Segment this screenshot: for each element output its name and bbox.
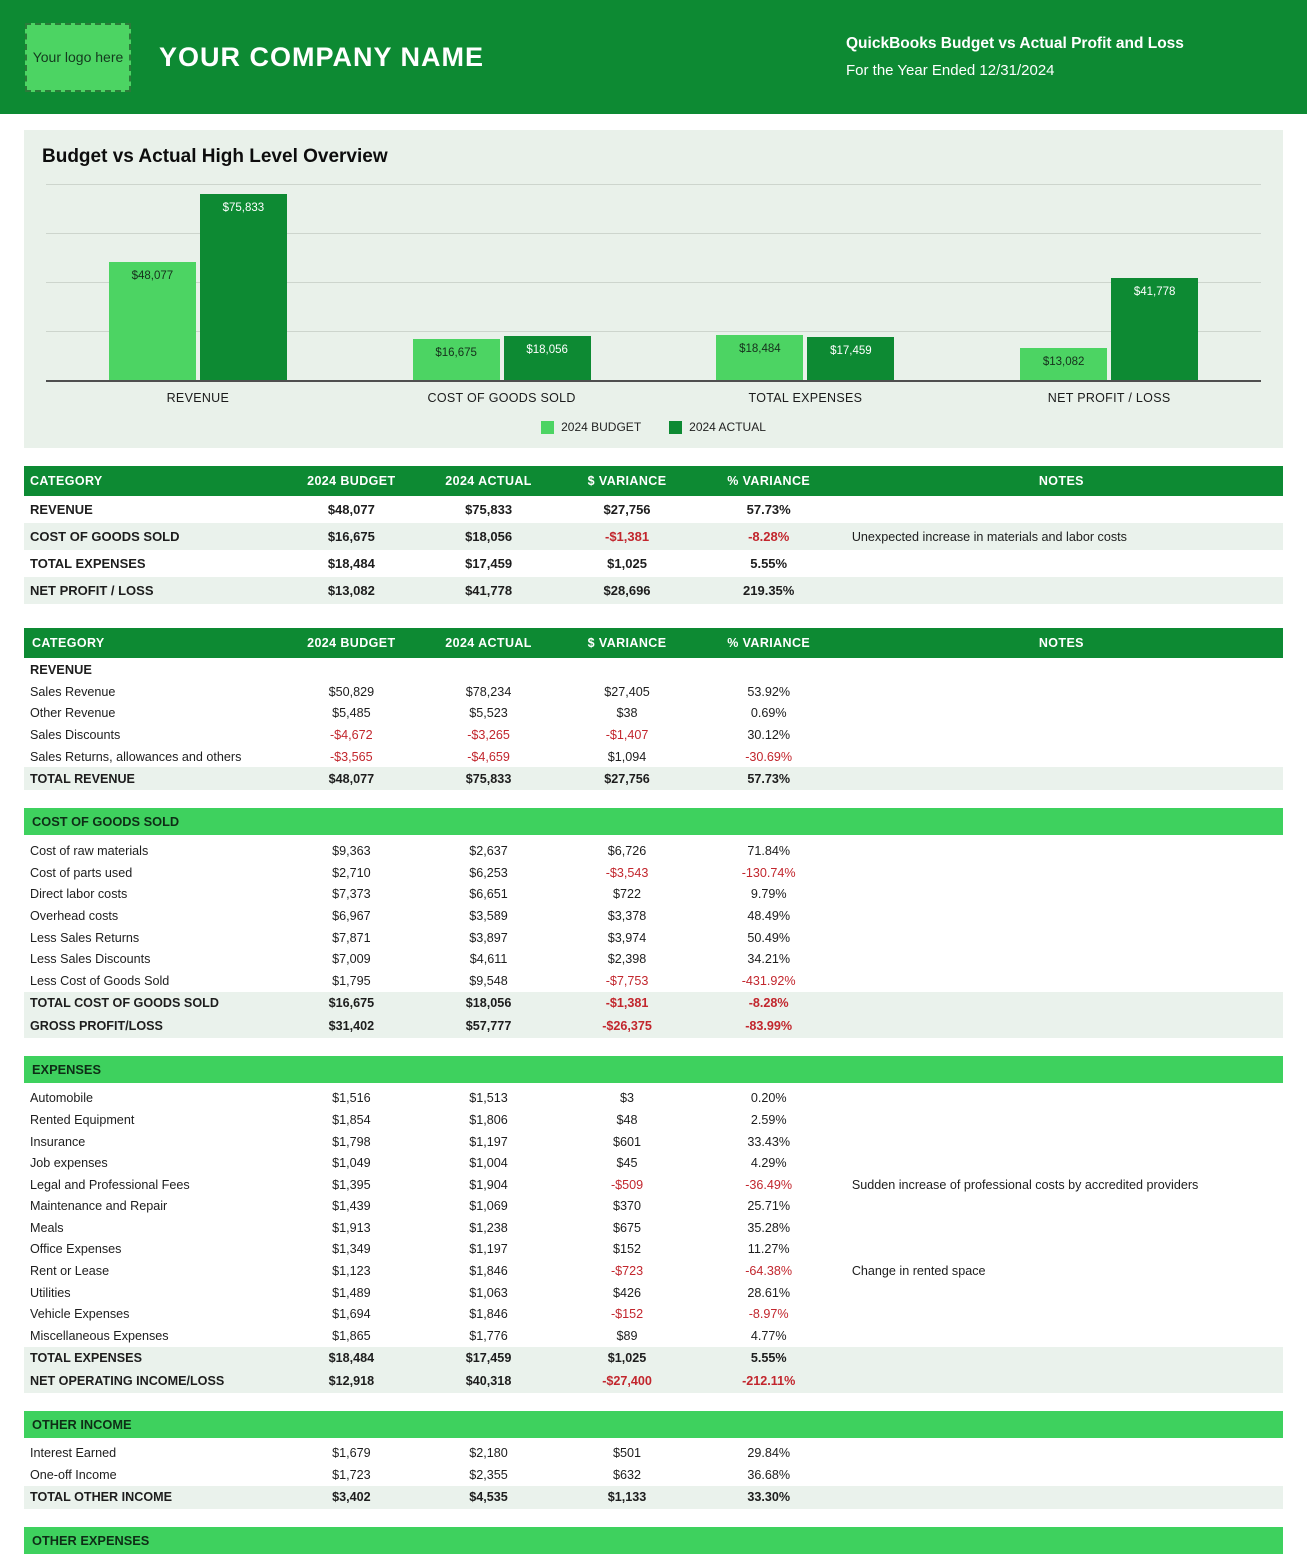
bar-budget-total-expenses [716, 335, 803, 380]
table-row [24, 970, 1283, 992]
cell-budget: $16,675 [328, 996, 375, 1011]
cell-variance: $1,025 [607, 1351, 647, 1366]
cell-budget: $1,723 [332, 1468, 371, 1483]
cell-variance-pct: 57.73% [747, 771, 791, 786]
x-axis-label: COST OF GOODS SOLD [427, 391, 576, 405]
cell-actual: $1,846 [469, 1264, 508, 1279]
chart-panel [24, 130, 1283, 448]
table-row [24, 1152, 1283, 1174]
table-row [24, 496, 1283, 523]
cell-notes: Unexpected increase in materials and labor costs [851, 529, 1127, 544]
cell-variance-pct: -212.11% [742, 1374, 796, 1389]
cell-variance-pct: 71.84% [747, 844, 791, 859]
cell-variance-pct: -83.99% [745, 1019, 793, 1034]
cell-variance: -$27,400 [602, 1374, 652, 1389]
cell-category: Miscellaneous Expenses [30, 1328, 169, 1343]
cell-category: TOTAL OTHER INCOME [30, 1490, 173, 1505]
cell-actual: $4,535 [469, 1490, 508, 1505]
cell-budget: $7,871 [332, 930, 371, 945]
table-row [24, 703, 1283, 725]
cell-budget: $48,077 [327, 502, 375, 517]
table-row [24, 746, 1283, 768]
cell-budget: $7,373 [332, 887, 371, 902]
header-cell: % VARIANCE [727, 636, 811, 650]
cell-variance: $675 [613, 1220, 642, 1235]
table-row [24, 1131, 1283, 1153]
cell-category: TOTAL EXPENSES [30, 556, 146, 571]
cell-variance: $48 [616, 1112, 638, 1127]
cell-category: Job expenses [30, 1156, 108, 1171]
table-row [24, 724, 1283, 746]
cell-budget: $13,082 [327, 583, 375, 598]
cell-budget: $7,009 [332, 952, 371, 967]
section-banner-other-expenses: OTHER EXPENSES [24, 1527, 1283, 1554]
cell-variance-pct: 4.77% [750, 1328, 787, 1343]
page-header [0, 0, 1307, 114]
cell-category: Other Revenue [30, 706, 116, 721]
cell-variance-pct: 0.20% [750, 1091, 787, 1106]
cell-variance-pct: -130.74% [741, 865, 796, 880]
legend-label: 2024 BUDGET [561, 420, 642, 434]
cell-variance: -$1,381 [605, 996, 649, 1011]
cell-budget: $1,439 [332, 1199, 371, 1214]
cell-category: Cost of parts used [30, 865, 133, 880]
chart-bar-group [654, 184, 958, 380]
cell-actual: $18,056 [465, 996, 512, 1011]
bar-value-label: $16,675 [435, 347, 477, 360]
cell-variance: $28,696 [603, 583, 651, 598]
table-row [24, 1174, 1283, 1196]
cell-category: TOTAL REVENUE [30, 771, 135, 786]
cell-notes: Sudden increase of professional costs by accredited providers [851, 1177, 1199, 1192]
cell-variance: $1,025 [607, 556, 647, 571]
x-axis-label: NET PROFIT / LOSS [1047, 391, 1171, 405]
cell-variance: $370 [613, 1199, 642, 1214]
table-row [24, 840, 1283, 862]
cell-budget: $1,516 [332, 1091, 371, 1106]
header-cell: $ VARIANCE [587, 636, 667, 650]
cell-actual: $5,523 [469, 706, 508, 721]
cell-variance-pct: 28.61% [747, 1285, 791, 1300]
cell-category: Rent or Lease [30, 1264, 110, 1279]
cell-category: Vehicle Expenses [30, 1307, 130, 1322]
table-row [24, 1443, 1283, 1465]
legend-swatch-budget [541, 421, 554, 434]
cell-variance-pct: 29.84% [747, 1446, 791, 1461]
section-banner-expenses: EXPENSES [24, 1056, 1283, 1083]
cell-budget: $5,485 [332, 706, 371, 721]
cell-actual: $41,778 [465, 583, 513, 598]
cell-category: TOTAL EXPENSES [30, 1351, 142, 1366]
cell-category: Direct labor costs [30, 887, 128, 902]
cell-variance: $3,378 [607, 908, 647, 923]
cell-variance: $27,405 [604, 684, 650, 699]
cell-category: NET PROFIT / LOSS [30, 583, 154, 598]
cell-variance: -$7,753 [605, 973, 649, 988]
cell-variance-pct: 0.69% [750, 706, 787, 721]
header-cell: $ VARIANCE [587, 474, 667, 488]
table-row [24, 1303, 1283, 1325]
cell-budget: $1,795 [332, 973, 371, 988]
cell-actual: $1,004 [469, 1156, 508, 1171]
cell-variance: $632 [613, 1468, 642, 1483]
detail-table-header [24, 628, 1283, 658]
cell-variance-pct: -8.28% [748, 529, 790, 544]
cell-budget: $48,077 [328, 771, 375, 786]
cell-variance-pct: 50.49% [747, 930, 791, 945]
cell-actual: $1,063 [469, 1285, 508, 1300]
header-cell: 2024 ACTUAL [445, 474, 532, 488]
table-row [24, 1260, 1283, 1282]
cell-budget: $1,854 [332, 1112, 371, 1127]
cell-variance: $6,726 [607, 844, 647, 859]
cell-category: Sales Revenue [30, 684, 116, 699]
chart-category-axis [46, 382, 1261, 405]
table-row [24, 948, 1283, 970]
cell-category: Meals [30, 1220, 64, 1235]
cell-actual: $1,806 [469, 1112, 508, 1127]
cell-variance: -$723 [610, 1264, 644, 1279]
cell-budget: $18,484 [328, 1351, 375, 1366]
cell-variance: -$152 [610, 1307, 644, 1322]
cell-actual: -$4,659 [467, 749, 510, 764]
cell-category: Less Sales Returns [30, 930, 140, 945]
chart-legend [34, 420, 1273, 434]
cell-actual: $1,513 [469, 1091, 508, 1106]
table-row [24, 1464, 1283, 1486]
cell-variance-pct: 5.55% [750, 556, 788, 571]
cell-variance-pct: 35.28% [747, 1220, 791, 1235]
bar-budget-cost-of-goods-sold [413, 339, 500, 380]
cell-variance-pct: 9.79% [750, 887, 787, 902]
bar-value-label: $18,056 [526, 343, 568, 356]
summary-table-header [24, 466, 1283, 496]
logo-placeholder-text: Your logo here [32, 48, 124, 65]
cell-budget: $1,865 [332, 1328, 371, 1343]
section-banner-other-income: OTHER INCOME [24, 1411, 1283, 1438]
table-row [24, 1325, 1283, 1347]
cell-category: Automobile [30, 1091, 94, 1106]
bar-budget-revenue [109, 262, 196, 380]
cell-actual: $1,197 [469, 1242, 508, 1257]
header-cell: CATEGORY [32, 636, 105, 650]
cell-budget: $1,049 [332, 1156, 371, 1171]
bar-actual-cost-of-goods-sold [504, 336, 591, 380]
bar-value-label: $17,459 [830, 345, 872, 358]
cell-actual: $78,234 [465, 684, 512, 699]
cell-variance: -$26,375 [602, 1019, 652, 1034]
cell-variance: $2,398 [607, 952, 647, 967]
table-row [24, 1217, 1283, 1239]
cell-variance-pct: -431.92% [741, 973, 796, 988]
cell-actual: $6,651 [469, 887, 508, 902]
header-cell: 2024 ACTUAL [445, 636, 532, 650]
table-row [24, 905, 1283, 927]
cell-variance: $45 [616, 1156, 638, 1171]
cell-actual: $1,238 [469, 1220, 508, 1235]
cell-category: Overhead costs [30, 908, 119, 923]
cell-variance: $1,133 [607, 1490, 647, 1505]
cell-category: Insurance [30, 1134, 86, 1149]
cell-actual: $75,833 [465, 502, 513, 517]
summary-table-body [24, 496, 1283, 604]
company-name: YOUR COMPANY NAME [159, 41, 485, 72]
table-row [24, 1370, 1283, 1393]
cell-budget: $1,349 [332, 1242, 371, 1257]
cell-variance-pct: 30.12% [747, 727, 791, 742]
cell-actual: $2,355 [469, 1468, 508, 1483]
cell-variance: $1,094 [607, 749, 647, 764]
chart-bar-group [350, 184, 654, 380]
cell-actual: $1,069 [469, 1199, 508, 1214]
cell-budget: $1,395 [332, 1177, 371, 1192]
cell-actual: $3,589 [469, 908, 508, 923]
cell-actual: $18,056 [465, 529, 513, 544]
cell-variance: $501 [613, 1446, 642, 1461]
cell-actual: $1,846 [469, 1307, 508, 1322]
cell-budget: $1,123 [332, 1264, 371, 1279]
cell-budget: $1,913 [332, 1220, 371, 1235]
x-axis-label: REVENUE [166, 391, 230, 405]
cell-budget: $6,967 [332, 908, 371, 923]
cell-budget: $1,694 [332, 1307, 371, 1322]
table-row [24, 1015, 1283, 1038]
table-row [24, 1239, 1283, 1261]
section-label-revenue: REVENUE [30, 662, 92, 677]
cell-variance-pct: 11.27% [747, 1242, 790, 1257]
chart-bar-group [46, 184, 350, 380]
cell-budget: $18,484 [327, 556, 375, 571]
cell-actual: $1,904 [469, 1177, 508, 1192]
cell-variance-pct: -8.28% [748, 996, 789, 1011]
bar-actual-net-profit-loss [1111, 278, 1198, 380]
cell-variance: $3,974 [607, 930, 647, 945]
cell-budget: $50,829 [328, 684, 375, 699]
header-cell: 2024 BUDGET [307, 636, 396, 650]
cell-category: COST OF GOODS SOLD [30, 529, 180, 544]
cell-category: Sales Returns, allowances and others [30, 749, 242, 764]
cell-variance-pct: 219.35% [743, 583, 795, 598]
table-row [24, 927, 1283, 949]
cell-budget: $1,798 [332, 1134, 371, 1149]
summary-table [24, 466, 1283, 604]
bar-value-label: $13,082 [1042, 355, 1085, 368]
table-row [24, 1347, 1283, 1370]
cell-budget: $1,489 [332, 1285, 371, 1300]
cell-actual: -$3,265 [467, 727, 510, 742]
chart-bar-group [957, 184, 1261, 380]
cell-category: Interest Earned [30, 1446, 117, 1461]
cell-category: Sales Discounts [30, 727, 121, 742]
report-header-block [846, 35, 1282, 79]
cell-actual: $3,897 [469, 930, 508, 945]
cell-variance-pct: -8.97% [748, 1307, 789, 1322]
bar-value-label: $18,484 [739, 342, 781, 355]
cell-variance-pct: -36.49% [745, 1177, 793, 1192]
cell-actual: $1,197 [469, 1134, 508, 1149]
table-row [24, 1486, 1283, 1509]
cell-category: Cost of raw materials [30, 844, 149, 859]
cell-actual: $1,776 [469, 1328, 508, 1343]
cell-budget: $1,679 [332, 1446, 371, 1461]
table-row [24, 523, 1283, 550]
legend-swatch-actual [669, 421, 682, 434]
cell-category: Office Expenses [30, 1242, 122, 1257]
cell-variance-pct: -64.38% [745, 1264, 793, 1279]
cell-budget: $31,402 [328, 1019, 375, 1034]
cell-variance: $3 [620, 1091, 635, 1106]
cell-category: Maintenance and Repair [30, 1199, 168, 1214]
cell-variance-pct: 33.30% [747, 1490, 791, 1505]
header-cell: % VARIANCE [727, 474, 811, 488]
cell-actual: $40,318 [465, 1374, 512, 1389]
cell-variance-pct: 5.55% [750, 1351, 787, 1366]
bar-actual-revenue [200, 194, 287, 380]
cell-category: Utilities [30, 1285, 71, 1300]
table-row [24, 550, 1283, 577]
cell-actual: $6,253 [469, 865, 508, 880]
cell-budget: $3,402 [332, 1490, 371, 1505]
cell-actual: $9,548 [469, 973, 508, 988]
section-banner-cost-of-goods-sold: COST OF GOODS SOLD [24, 808, 1283, 835]
cell-category: One-off Income [30, 1468, 117, 1483]
header-cell: NOTES [1038, 636, 1084, 650]
cell-actual: $2,637 [469, 844, 508, 859]
cell-category: GROSS PROFIT/LOSS [30, 1019, 163, 1034]
cell-variance: $601 [613, 1134, 642, 1149]
header-cell: 2024 BUDGET [307, 474, 396, 488]
chart-bar-groups [46, 184, 1261, 380]
x-axis-label: TOTAL EXPENSES [748, 391, 863, 405]
cell-category: Legal and Professional Fees [30, 1177, 190, 1192]
cell-variance-pct: 48.49% [747, 908, 791, 923]
cell-variance: $152 [613, 1242, 642, 1257]
detail-table-body [24, 658, 1283, 1554]
cell-variance-pct: 25.71% [747, 1199, 791, 1214]
bar-value-label: $41,778 [1133, 285, 1176, 298]
table-row [24, 681, 1283, 703]
table-row [24, 767, 1283, 790]
legend-label: 2024 ACTUAL [689, 420, 766, 434]
table-row [24, 1282, 1283, 1304]
logo-placeholder [25, 23, 131, 92]
cell-variance-pct: -30.69% [745, 749, 793, 764]
cell-actual: $75,833 [465, 771, 512, 786]
cell-variance: $722 [613, 887, 642, 902]
cell-actual: $2,180 [469, 1446, 508, 1461]
cell-variance-pct: 4.29% [750, 1156, 787, 1171]
cell-variance-pct: 2.59% [750, 1112, 787, 1127]
cell-variance-pct: 34.21% [747, 952, 791, 967]
cell-variance: -$1,381 [605, 529, 650, 544]
cell-actual: $17,459 [465, 556, 513, 571]
report-period: For the Year Ended 12/31/2024 [846, 62, 1055, 79]
cell-variance-pct: 57.73% [746, 502, 791, 517]
cell-budget: -$4,672 [329, 727, 373, 742]
cell-category: REVENUE [30, 502, 93, 517]
bar-value-label: $75,833 [222, 202, 265, 215]
detail-table [24, 628, 1283, 1554]
cell-category: NET OPERATING INCOME/LOSS [30, 1374, 225, 1389]
bar-actual-total-expenses [807, 337, 894, 380]
legend-item-budget [541, 420, 641, 434]
cell-category: Less Cost of Goods Sold [30, 973, 170, 988]
table-row [24, 1109, 1283, 1131]
table-row [24, 577, 1283, 604]
cell-budget: $12,918 [328, 1374, 375, 1389]
header-cell: CATEGORY [30, 474, 103, 488]
cell-category: Rented Equipment [30, 1112, 135, 1127]
cell-variance-pct: 33.43% [747, 1134, 791, 1149]
cell-variance: $426 [613, 1285, 642, 1300]
cell-variance: -$1,407 [605, 727, 649, 742]
cell-budget: $16,675 [327, 529, 375, 544]
cell-variance: $89 [616, 1328, 638, 1343]
report-title: QuickBooks Budget vs Actual Profit and Loss [846, 35, 1184, 52]
bar-value-label: $48,077 [131, 270, 174, 283]
cell-budget: $9,363 [332, 844, 371, 859]
table-row [24, 992, 1283, 1015]
legend-item-actual [669, 420, 766, 434]
cell-variance-pct: 36.68% [747, 1468, 791, 1483]
cell-actual: $57,777 [465, 1019, 512, 1034]
cell-budget: -$3,565 [329, 749, 373, 764]
table-row [24, 1196, 1283, 1218]
table-row [24, 1088, 1283, 1110]
cell-category: Less Sales Discounts [30, 952, 151, 967]
cell-budget: $2,710 [332, 865, 371, 880]
chart-title: Budget vs Actual High Level Overview [42, 146, 388, 167]
cell-variance: -$509 [610, 1177, 644, 1192]
cell-actual: $4,611 [469, 952, 508, 967]
cell-notes: Change in rented space [851, 1264, 986, 1279]
bar-chart-plot [46, 184, 1261, 382]
table-row [24, 884, 1283, 906]
cell-actual: $17,459 [465, 1351, 512, 1366]
cell-variance: $27,756 [604, 771, 650, 786]
cell-variance: -$3,543 [605, 865, 649, 880]
header-cell: NOTES [1038, 474, 1084, 488]
cell-category: TOTAL COST OF GOODS SOLD [30, 996, 219, 1011]
cell-variance: $38 [616, 706, 638, 721]
bar-budget-net-profit-loss [1020, 348, 1107, 380]
cell-variance-pct: 53.92% [747, 684, 791, 699]
table-row [24, 862, 1283, 884]
cell-variance: $27,756 [603, 502, 651, 517]
